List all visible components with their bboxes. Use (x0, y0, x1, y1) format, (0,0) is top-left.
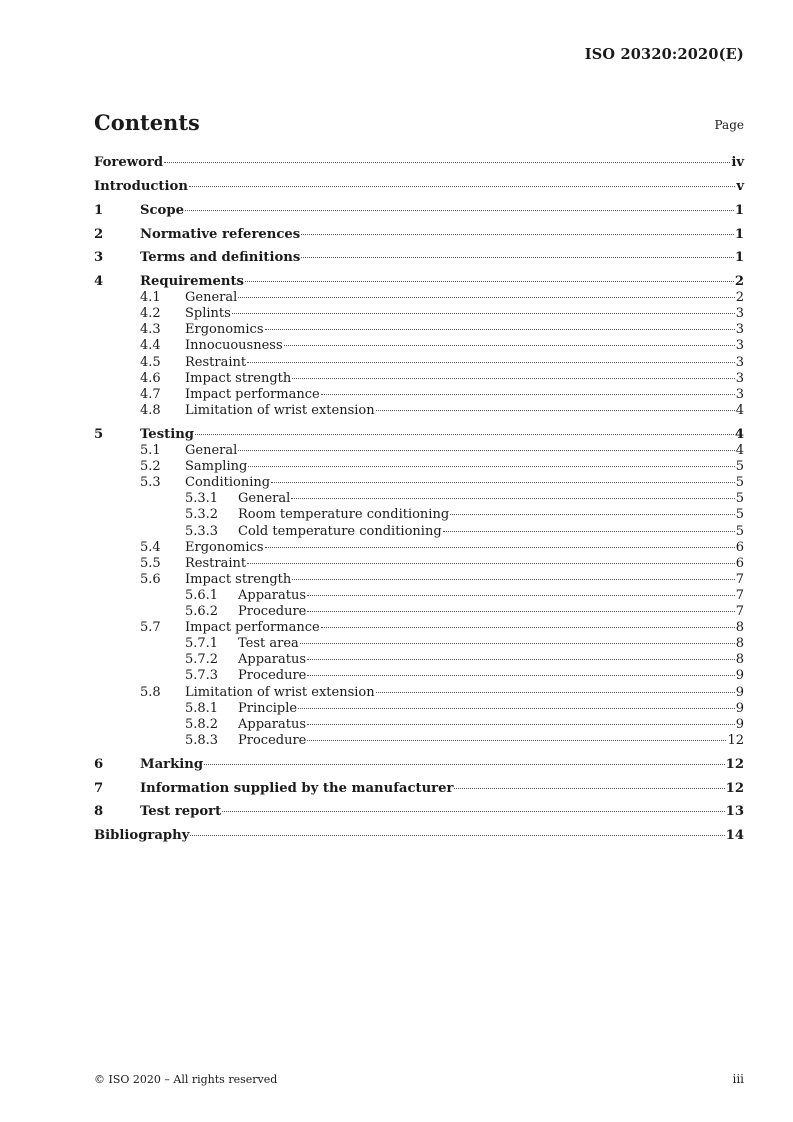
page-column-label: Page (714, 118, 744, 132)
toc-entry[interactable] (94, 155, 744, 171)
toc-entry-label: Innocuousness (185, 338, 283, 353)
toc-entry[interactable] (94, 459, 744, 475)
toc-entry-page: 8 (735, 652, 744, 667)
toc-dot-leader (291, 498, 734, 499)
toc-entry-number: 5.4 (140, 540, 161, 555)
toc-entry[interactable] (94, 322, 744, 338)
toc-entry-label: Apparatus (238, 588, 307, 603)
toc-dot-leader (300, 643, 735, 644)
toc-entry-label: Apparatus (238, 717, 307, 732)
toc-entry[interactable] (94, 290, 744, 306)
toc-entry-number: 7 (94, 781, 104, 796)
toc-entry-number: 5.7.2 (185, 652, 219, 667)
toc-entry-label: Room temperature conditioning (238, 507, 450, 522)
toc-entry[interactable] (94, 355, 744, 371)
toc-entry-page: 13 (725, 804, 744, 819)
toc-entry-page: 8 (735, 620, 744, 635)
toc-entry[interactable] (94, 717, 744, 733)
toc-entry[interactable] (94, 556, 744, 572)
toc-entry-label: Normative references (140, 227, 301, 242)
toc-dot-leader (307, 659, 735, 660)
toc-entry[interactable] (94, 668, 744, 684)
toc-entry-number: 4.5 (140, 355, 161, 370)
toc-entry[interactable] (94, 781, 744, 797)
toc-entry-page: 12 (727, 733, 744, 748)
toc-entry-label: Limitation of wrist extension (185, 685, 375, 700)
toc-entry-label: Requirements (140, 274, 244, 289)
toc-dot-leader (232, 313, 735, 314)
toc-dot-leader (204, 764, 725, 765)
toc-dot-leader (307, 611, 734, 612)
toc-entry-label: Test report (140, 804, 222, 819)
toc-entry-page: 3 (735, 387, 744, 402)
toc-entry-number: 6 (94, 757, 104, 772)
toc-entry-label: Splints (185, 306, 231, 321)
toc-entry[interactable] (94, 828, 744, 844)
toc-entry[interactable] (94, 203, 744, 219)
toc-dot-leader (271, 482, 735, 483)
toc-dot-leader (265, 329, 735, 330)
toc-entry-number: 4.3 (140, 322, 161, 337)
toc-dot-leader (185, 210, 734, 211)
toc-entry-number: 5.2 (140, 459, 161, 474)
toc-entry[interactable] (94, 733, 744, 749)
toc-entry-page: 2 (735, 290, 744, 305)
toc-entry-label: General (185, 290, 238, 305)
toc-entry-page: 3 (735, 306, 744, 321)
toc-entry-label: Impact performance (185, 387, 320, 402)
toc-entry[interactable] (94, 524, 744, 540)
toc-entry-label: Impact strength (185, 371, 292, 386)
toc-dot-leader (307, 595, 735, 596)
toc-entry-label: Procedure (238, 604, 307, 619)
toc-entry-label: Sampling (185, 459, 248, 474)
toc-entry[interactable] (94, 274, 744, 290)
toc-dot-leader (301, 234, 734, 235)
toc-dot-leader (245, 281, 734, 282)
toc-dot-leader (298, 708, 735, 709)
toc-entry-label: Ergonomics (185, 540, 264, 555)
document-id: ISO 20320:2020(E) (584, 46, 744, 63)
toc-entry-number: 5.6.1 (185, 588, 219, 603)
toc-entry-number: 4.8 (140, 403, 161, 418)
toc-entry[interactable] (94, 443, 744, 459)
toc-dot-leader (307, 675, 734, 676)
toc-entry-label: Procedure (238, 668, 307, 683)
toc-entry-page: 6 (735, 556, 744, 571)
toc-entry-page: 9 (735, 717, 744, 732)
toc-dot-leader (450, 514, 735, 515)
toc-dot-leader (292, 579, 734, 580)
toc-entry-page: 1 (734, 227, 744, 242)
toc-entry-label: Terms and definitions (140, 250, 301, 265)
toc-entry-page: 4 (734, 427, 744, 442)
toc-entry-number: 3 (94, 250, 104, 265)
toc-entry-number: 5.7.3 (185, 668, 219, 683)
toc-entry[interactable] (94, 604, 744, 620)
toc-entry-number: 5.8.1 (185, 701, 219, 716)
toc-entry-number: 4.7 (140, 387, 161, 402)
toc-entry[interactable] (94, 804, 744, 820)
toc-dot-leader (454, 788, 724, 789)
toc-entry-label: Cold temperature conditioning (238, 524, 442, 539)
toc-entry-number: 2 (94, 227, 104, 242)
toc-entry-label: Apparatus (238, 652, 307, 667)
toc-dot-leader (376, 410, 735, 411)
toc-entry-label: Procedure (238, 733, 307, 748)
toc-entry-number: 5.7.1 (185, 636, 219, 651)
toc-entry-label: General (238, 491, 291, 506)
toc-entry-label: Principle (238, 701, 298, 716)
toc-entry-page: 5 (735, 459, 744, 474)
toc-dot-leader (248, 466, 734, 467)
toc-dot-leader (443, 531, 735, 532)
toc-dot-leader (238, 450, 734, 451)
toc-entry[interactable] (94, 427, 744, 443)
contents-header (94, 110, 744, 140)
toc-entry-page: 14 (725, 828, 744, 843)
toc-dot-leader (376, 692, 735, 693)
toc-entry-page: 1 (734, 203, 744, 218)
toc-entry-page: 9 (735, 685, 744, 700)
toc-entry-page: 3 (735, 322, 744, 337)
toc-entry[interactable] (94, 507, 744, 523)
toc-dot-leader (292, 378, 734, 379)
toc-entry-page: 4 (735, 443, 744, 458)
toc-entry[interactable] (94, 387, 744, 403)
toc-dot-leader (190, 835, 724, 836)
toc-entry-page: 7 (735, 604, 744, 619)
toc-dot-leader (307, 724, 735, 725)
toc-entry-number: 4 (94, 274, 104, 289)
toc-entry[interactable] (94, 588, 744, 604)
toc-entry[interactable] (94, 306, 744, 322)
toc-entry-page: 8 (735, 636, 744, 651)
toc-dot-leader (301, 257, 734, 258)
toc-entry-page: 5 (735, 524, 744, 539)
toc-entry[interactable] (94, 701, 744, 717)
toc-entry-number: 4.2 (140, 306, 161, 321)
toc-entry-number: 5.3.3 (185, 524, 219, 539)
toc-entry[interactable] (94, 179, 744, 195)
toc-entry-number: 5.3 (140, 475, 161, 490)
toc-entry-label: Restraint (185, 556, 247, 571)
copyright-notice: © ISO 2020 – All rights reserved (94, 1073, 278, 1086)
toc-entry-label: Test area (238, 636, 299, 651)
toc-entry-label: Ergonomics (185, 322, 264, 337)
toc-entry-number: 5.8.3 (185, 733, 219, 748)
toc-entry-number: 4.1 (140, 290, 161, 305)
toc-entry-label: Restraint (185, 355, 247, 370)
toc-dot-leader (222, 811, 724, 812)
toc-entry-number: 4.6 (140, 371, 161, 386)
toc-entry-page: 3 (735, 371, 744, 386)
toc-entry[interactable] (94, 371, 744, 387)
toc-entry-page: 5 (735, 507, 744, 522)
toc-dot-leader (284, 345, 735, 346)
toc-entry-number: 5 (94, 427, 104, 442)
toc-entry-label: Scope (140, 203, 184, 218)
toc-entry-number: 5.3.2 (185, 507, 219, 522)
toc-entry-number: 5.8.2 (185, 717, 219, 732)
toc-dot-leader (247, 362, 735, 363)
toc-entry-label: Information supplied by the manufacturer (140, 781, 454, 796)
toc-entry[interactable] (94, 757, 744, 773)
toc-entry-label: Conditioning (185, 475, 271, 490)
toc-entry-page: v (736, 179, 744, 194)
toc-entry-page: 3 (735, 338, 744, 353)
toc-entry[interactable] (94, 403, 744, 419)
toc-dot-leader (307, 740, 726, 741)
toc-entry[interactable] (94, 636, 744, 652)
toc-entry-page: 4 (735, 403, 744, 418)
toc-entry-number: 5.1 (140, 443, 161, 458)
toc-entry-page: 5 (735, 475, 744, 490)
toc-dot-leader (247, 563, 735, 564)
toc-dot-leader (195, 434, 734, 435)
toc-dot-leader (321, 394, 735, 395)
toc-entry-label: Testing (140, 427, 195, 442)
toc-entry-label: Limitation of wrist extension (185, 403, 375, 418)
toc-entry-label: Impact strength (185, 572, 292, 587)
toc-entry[interactable] (94, 338, 744, 354)
toc-dot-leader (321, 627, 735, 628)
toc-entry-number: 5.8 (140, 685, 161, 700)
toc-dot-leader (164, 162, 730, 163)
toc-entry-page: iv (731, 155, 744, 170)
toc-entry-page: 12 (725, 757, 744, 772)
toc-entry-page: 3 (735, 355, 744, 370)
page-title: Contents (94, 110, 200, 135)
toc-entry-page: 7 (735, 588, 744, 603)
toc-entry-page: 6 (735, 540, 744, 555)
toc-entry[interactable] (94, 475, 744, 491)
toc-entry[interactable] (94, 540, 744, 556)
toc-entry-page: 1 (734, 250, 744, 265)
toc-entry-number: 5.7 (140, 620, 161, 635)
toc-entry-page: 7 (735, 572, 744, 587)
toc-entry-number: 8 (94, 804, 104, 819)
toc-entry-number: 4.4 (140, 338, 161, 353)
page-number: iii (732, 1072, 744, 1086)
toc-entry-number: 5.3.1 (185, 491, 219, 506)
toc-entry-number: 1 (94, 203, 104, 218)
toc-dot-leader (265, 547, 735, 548)
toc-entry-label: Marking (140, 757, 204, 772)
toc-entry-page: 5 (735, 491, 744, 506)
toc-entry-number: 5.6 (140, 572, 161, 587)
toc-entry-label: Impact performance (185, 620, 320, 635)
toc-entry-page: 12 (725, 781, 744, 796)
toc-entry-page: 9 (735, 668, 744, 683)
toc-entry[interactable] (94, 620, 744, 636)
toc-entry-number: 5.6.2 (185, 604, 219, 619)
toc-entry-page: 2 (734, 274, 744, 289)
toc-entry[interactable] (94, 227, 744, 243)
toc-entry[interactable] (94, 685, 744, 701)
toc-entry[interactable] (94, 491, 744, 507)
toc-dot-leader (238, 297, 734, 298)
toc-entry-number: 5.5 (140, 556, 161, 571)
toc-entry[interactable] (94, 572, 744, 588)
toc-entry[interactable] (94, 652, 744, 668)
toc-entry-label: Foreword (94, 155, 164, 170)
toc-entry-label: General (185, 443, 238, 458)
toc-entry[interactable] (94, 250, 744, 266)
toc-dot-leader (189, 186, 735, 187)
toc-entry-label: Bibliography (94, 828, 190, 843)
toc-entry-page: 9 (735, 701, 744, 716)
toc-entry-label: Introduction (94, 179, 188, 194)
